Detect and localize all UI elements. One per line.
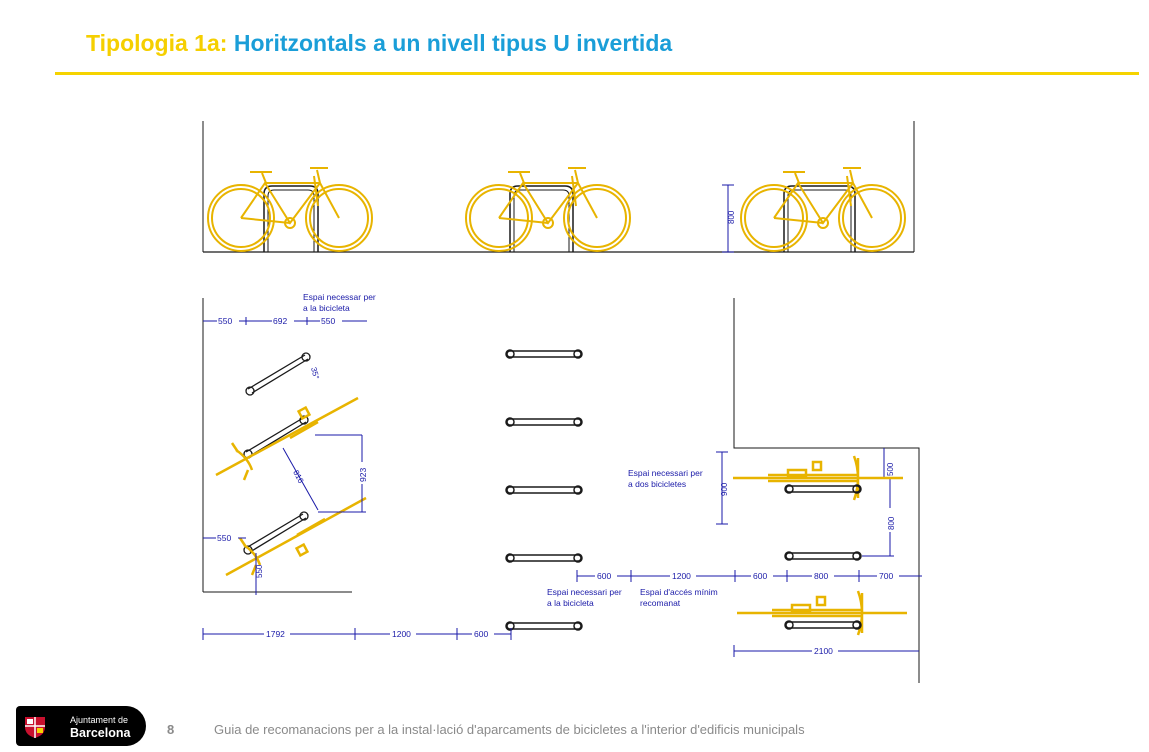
dim-550-bottom: 550 [255,564,264,578]
dim-923: 923 [358,467,368,482]
rack-top-icon [785,552,861,560]
note-left-1: Espai necessar per [303,292,376,302]
note-middle-1: Espai necessari per [547,587,622,597]
rack-top-icon [506,622,582,630]
dim-550-mid: 550 [321,316,336,326]
dim-900: 900 [720,482,729,496]
dim-600-b: 600 [753,571,768,581]
rack-top-icon [506,350,582,358]
angled-rack [248,355,308,393]
dim-800: 800 [814,571,829,581]
elevation-view [203,121,914,252]
rack-top-icon [506,554,582,562]
rack-top-icon [785,485,861,493]
bike-top-icon [733,456,903,500]
page-number: 8 [167,722,175,737]
note-middle-2: a la bicicleta [547,598,594,608]
bike-top-angled [216,398,358,480]
dim-1200-bottom: 1200 [392,629,411,639]
bike-top-angled [226,498,366,575]
barcelona-shield-icon [23,713,47,739]
rack-top-icon [785,621,861,629]
title-main: Horitzontals a un nivell tipus U invertida [233,30,673,56]
note-left-2: a la bicicleta [303,303,350,313]
note-right-2: a dos bicicletes [628,479,687,489]
dim-elevation-800: 800 [727,210,736,224]
access-note-2: recomanat [640,598,681,608]
bottom-dimensions [203,587,622,640]
dim-2100: 2100 [814,646,833,656]
rack-top-icon [506,418,582,426]
dim-700: 700 [879,571,894,581]
logo-line1: Ajuntament de [70,715,129,725]
dim-600-bottom: 600 [474,629,489,639]
bike-side-icon [741,168,905,251]
bike-side-icon [208,168,372,251]
access-note-1: Espai d'accés mínim [640,587,718,597]
dim-600-a: 600 [597,571,612,581]
logo-line2: Barcelona [70,726,131,740]
dim-1200-right: 1200 [672,571,691,581]
dim-550-top: 550 [218,316,233,326]
left-plan-view [203,292,376,595]
title-prefix: Tipologia 1a: [86,30,228,56]
footer-text: Guia de recomanacions per a la instal·lació d'aparcaments de bicicletes a l'interior d'edificis municipals [214,722,805,737]
angled-rack [246,418,306,456]
right-plan-view [577,298,922,683]
dim-550-left: 550 [217,533,232,543]
rack-top-icon [506,486,582,494]
ajuntament-logo [16,706,146,746]
note-right-1: Espai necessari per [628,468,703,478]
dim-692: 692 [273,316,288,326]
dim-500: 500 [886,462,895,476]
dim-800-vertical: 800 [887,516,896,530]
bike-side-icon [466,168,630,251]
dim-816: 816 [291,468,306,485]
angle-label: 35° [309,366,321,381]
dim-1792: 1792 [266,629,285,639]
